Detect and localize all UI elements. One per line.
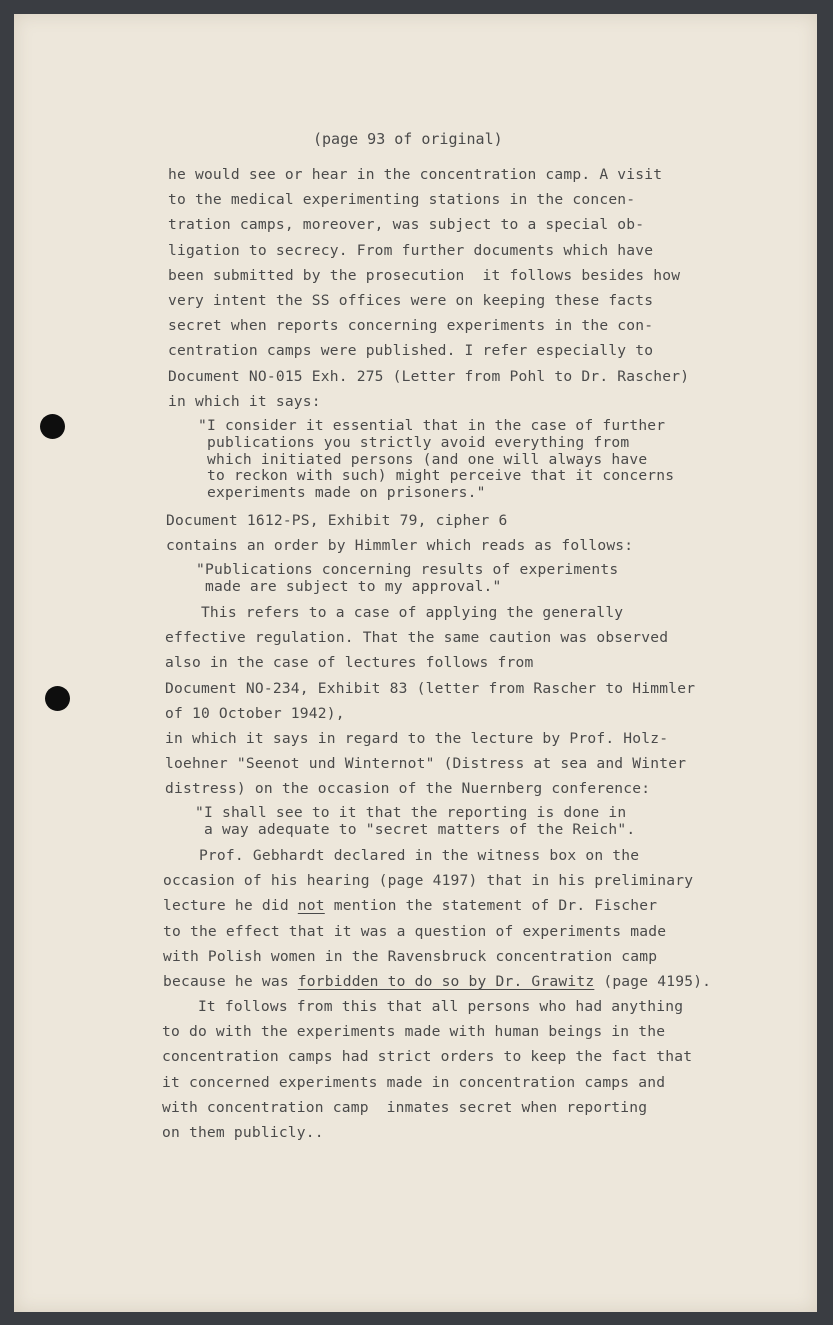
- punch-hole: [45, 686, 70, 711]
- text-line: experiments made on prisoners.": [198, 484, 486, 502]
- paragraph-5: [162, 994, 692, 1145]
- text-line: it concerned experiments made in concentration camps and: [162, 1073, 666, 1091]
- text-line: Document 1612-PS, Exhibit 79, cipher 6: [166, 512, 508, 529]
- text-line: effective regulation. That the same caution was observed: [165, 629, 669, 647]
- text-line: to the medical experimenting stations in the concen-: [168, 191, 636, 209]
- quotation-1: [198, 418, 674, 502]
- text-fragment: mention the statement of Dr. Fischer: [324, 897, 658, 915]
- text-line: with concentration camp inmates secret when reporting: [162, 1098, 648, 1116]
- text-line: very intent the SS offices were on keeping these facts: [168, 292, 654, 310]
- text-line: secret when reports concerning experiments in the con-: [168, 317, 654, 335]
- text-line: on them publicly..: [162, 1124, 324, 1142]
- text-line: in which it says:: [168, 392, 321, 410]
- text-line: which initiated persons (and one will always have: [198, 450, 648, 468]
- text-line: a way adequate to "secret matters of the Reich".: [195, 820, 636, 838]
- text-fragment: lecture he did: [163, 897, 298, 915]
- text-line: tration camps, moreover, was subject to a special ob-: [168, 216, 645, 234]
- quotation-3: [195, 805, 635, 839]
- underlined-text: forbidden to do so by Dr. Grawitz: [297, 973, 595, 991]
- text-line: Prof. Gebhardt declared in the witness box on the: [163, 847, 640, 864]
- text-line: to the effect that it was a question of experiments made: [163, 922, 667, 940]
- paragraph-2: [166, 508, 633, 558]
- text-fragment: because he was: [163, 973, 298, 991]
- quotation-2: [196, 562, 618, 596]
- text-line: It follows from this that all persons who had anything: [162, 998, 684, 1015]
- text-line: This refers to a case of applying the generally: [165, 604, 624, 621]
- text-line: made are subject to my approval.": [196, 577, 502, 595]
- text-line: "I shall see to it that the reporting is done in: [195, 804, 627, 821]
- text-line: been submitted by the prosecution it follows besides how: [168, 266, 681, 284]
- text-line: contains an order by Himmler which reads as follows:: [166, 537, 634, 555]
- underlined-text: not: [297, 897, 325, 915]
- text-line: concentration camps had strict orders to keep the fact that: [162, 1048, 693, 1066]
- text-fragment: (page 4195).: [594, 973, 712, 991]
- text-line: loehner "Seenot und Winternot" (Distress at sea and Winter: [165, 755, 687, 773]
- page-header: (page 93 of original): [313, 130, 503, 148]
- text-line: also in the case of lectures follows from: [165, 654, 534, 672]
- text-line: in which it says in regard to the lecture by Prof. Holz-: [165, 730, 669, 748]
- text-line: to do with the experiments made with human beings in the: [162, 1023, 666, 1041]
- text-line: "I consider it essential that in the case of further: [198, 417, 666, 434]
- paragraph-3: [165, 600, 695, 802]
- text-line: occasion of his hearing (page 4197) that in his preliminary: [163, 872, 694, 890]
- text-line: centration camps were published. I refer especially to: [168, 342, 654, 360]
- text-line: Document NO-015 Exh. 275 (Letter from Pohl to Dr. Rascher): [168, 367, 690, 385]
- paragraph-1: [168, 162, 689, 414]
- text-line: [163, 897, 657, 914]
- text-line: distress) on the occasion of the Nuernberg conference:: [165, 780, 651, 798]
- text-line: Document NO-234, Exhibit 83 (letter from Rascher to Himmler: [165, 679, 696, 697]
- paragraph-4: [163, 843, 711, 994]
- punch-hole: [40, 414, 65, 439]
- text-line: "Publications concerning results of experiments: [196, 561, 619, 578]
- text-line: of 10 October 1942),: [165, 704, 345, 722]
- text-line: [163, 973, 711, 990]
- text-line: ligation to secrecy. From further documents which have: [168, 241, 654, 259]
- text-line: publications you strictly avoid everything from: [198, 433, 630, 451]
- text-line: with Polish women in the Ravensbruck concentration camp: [163, 947, 658, 965]
- text-line: he would see or hear in the concentration camp. A visit: [168, 166, 663, 183]
- text-line: to reckon with such) might perceive that it concerns: [198, 467, 675, 485]
